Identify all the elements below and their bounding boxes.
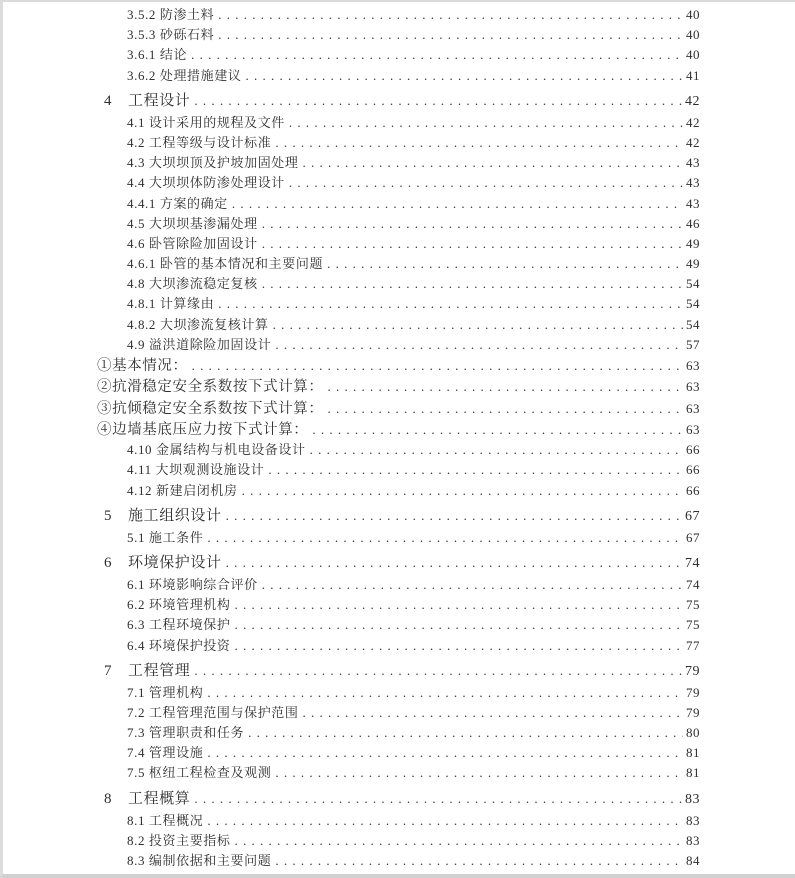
- toc-entry[interactable]: [97, 683, 700, 703]
- toc-entry-page: 79: [686, 704, 700, 720]
- toc-entry-label: 工程概算: [128, 790, 191, 807]
- toc-dot-leader: [268, 460, 683, 480]
- toc-entry[interactable]: [97, 743, 700, 763]
- toc-dot-leader: [235, 831, 684, 851]
- toc-dot-leader: [207, 743, 683, 763]
- toc-dot-leader: [328, 376, 684, 397]
- toc-entry-page: 81: [686, 745, 700, 761]
- toc-entry-page: 83: [686, 832, 700, 848]
- toc-dot-leader: [226, 503, 682, 528]
- toc-entry-page: 40: [686, 7, 700, 22]
- toc-entry-label: ④边墙基底压应力按下式计算：: [97, 421, 309, 438]
- toc-entry-number: 4: [104, 92, 112, 109]
- toc-list: [3, 2, 795, 874]
- toc-entry[interactable]: [97, 811, 700, 831]
- toc-dot-leader: [194, 786, 682, 811]
- toc-dot-leader: [191, 45, 683, 65]
- toc-entry-page: 80: [686, 725, 700, 741]
- toc-entry[interactable]: [97, 460, 700, 480]
- toc-entry-label: ③抗倾稳定安全系数按下式计算：: [97, 400, 324, 417]
- toc-entry-page: 66: [686, 462, 700, 478]
- toc-entry-label: 4.11 大坝观测设施设计: [127, 462, 265, 478]
- toc-entry[interactable]: [97, 254, 700, 274]
- toc-entry-page: 66: [686, 482, 700, 498]
- toc-dot-leader: [235, 615, 684, 635]
- toc-entry-label: 4.9 溢洪道除险加固设计: [127, 336, 272, 352]
- toc-entry-page: 74: [686, 576, 700, 592]
- toc-entry-label: 8.3 编制依据和主要问题: [127, 853, 272, 868]
- toc-entry-page: 79: [685, 663, 700, 679]
- toc-entry-page: 49: [686, 256, 700, 272]
- toc-dot-leader: [303, 703, 683, 723]
- toc-entry-page: 43: [686, 195, 700, 211]
- toc-entry-label: 4.8 大坝渗流稳定复核: [127, 276, 258, 292]
- toc-entry-page: 43: [686, 175, 700, 191]
- toc-entry-page: 63: [686, 358, 700, 373]
- toc-entry-label: 4.12 新建启闭机房: [127, 482, 238, 498]
- toc-entry-label: 8.1 工程概况: [127, 812, 204, 828]
- toc-entry-page: 43: [686, 155, 700, 171]
- toc-dot-leader: [275, 763, 683, 783]
- toc-entry[interactable]: [97, 595, 700, 615]
- toc-entry[interactable]: [97, 113, 700, 133]
- toc-entry-page: 46: [686, 215, 700, 231]
- toc-dot-leader: [248, 723, 683, 743]
- toc-entry-label: 7.5 枢纽工程检查及观测: [127, 765, 272, 781]
- toc-dot-leader: [218, 25, 683, 45]
- toc-dot-leader: [262, 214, 683, 234]
- toc-entry-page: 49: [686, 235, 700, 251]
- toc-entry-label: 4.3 大坝坝顶及护坡加固处理: [127, 155, 299, 171]
- toc-dot-leader: [303, 153, 683, 173]
- toc-entry[interactable]: [97, 703, 700, 723]
- toc-entry-page: 63: [686, 421, 700, 437]
- toc-entry[interactable]: [97, 851, 700, 871]
- toc-entry-page: 54: [686, 276, 700, 292]
- toc-entry-label: 环境保护设计: [128, 554, 222, 571]
- toc-entry[interactable]: [97, 5, 700, 25]
- toc-entry-page: 66: [686, 442, 700, 458]
- toc-entry[interactable]: [97, 550, 700, 575]
- toc-entry[interactable]: [97, 575, 700, 595]
- toc-entry[interactable]: [97, 398, 700, 419]
- toc-entry-page: 67: [686, 529, 700, 545]
- toc-entry-page: 83: [686, 812, 700, 828]
- toc-entry-label: 6.1 环境影响综合评价: [127, 576, 258, 592]
- toc-dot-leader: [235, 595, 684, 615]
- toc-entry-label: 7.2 工程管理范围与保护范围: [127, 704, 299, 720]
- toc-dot-leader: [328, 398, 684, 419]
- toc-entry[interactable]: [97, 315, 700, 335]
- toc-entry-label: 4.8.2 大坝渗流复核计算: [127, 316, 269, 332]
- toc-entry-label: 4.4.1 方案的确定: [127, 195, 228, 211]
- toc-entry-label: 6.3 工程环境保护: [127, 617, 231, 633]
- toc-entry[interactable]: [97, 173, 700, 193]
- toc-entry-page: 41: [686, 67, 700, 83]
- toc-entry-page: 42: [685, 93, 700, 109]
- toc-entry[interactable]: [97, 45, 700, 65]
- toc-entry[interactable]: [97, 419, 700, 440]
- toc-dot-leader: [226, 550, 682, 575]
- toc-entry-page: 75: [686, 597, 700, 613]
- toc-entry[interactable]: [97, 214, 700, 234]
- toc-entry-page: 42: [686, 114, 700, 130]
- toc-entry[interactable]: [97, 88, 700, 113]
- toc-entry[interactable]: [97, 376, 700, 397]
- toc-entry-label: 3.6.1 结论: [127, 47, 188, 63]
- toc-dot-leader: [242, 481, 683, 501]
- toc-entry-label: 4.6.1 卧管的基本情况和主要问题: [127, 256, 324, 272]
- toc-entry-label: ①基本情况：: [97, 358, 188, 374]
- toc-dot-leader: [192, 355, 683, 376]
- toc-entry[interactable]: [97, 503, 700, 528]
- toc-entry-page: 40: [686, 47, 700, 63]
- toc-dot-leader: [207, 683, 683, 703]
- toc-dot-leader: [194, 88, 682, 113]
- toc-dot-leader: [235, 636, 684, 656]
- toc-entry[interactable]: [97, 355, 700, 376]
- toc-dot-leader: [312, 419, 683, 440]
- toc-entry-label: 3.5.2 防渗土料: [127, 7, 215, 22]
- toc-entry-label: 4.10 金属结构与机电设备设计: [127, 442, 306, 458]
- toc-dot-leader: [273, 315, 683, 335]
- toc-entry-label: 6.2 环境管理机构: [127, 597, 231, 613]
- toc-entry[interactable]: [97, 66, 700, 86]
- toc-entry[interactable]: [97, 658, 700, 683]
- toc-entry-label: 4.1 设计采用的规程及文件: [127, 114, 285, 130]
- toc-entry-page: 42: [686, 134, 700, 150]
- toc-entry[interactable]: [97, 440, 700, 460]
- toc-entry-label: 4.8.1 计算缘由: [127, 296, 215, 312]
- toc-entry-page: 63: [686, 400, 700, 416]
- toc-entry-label: 4.2 工程等级与设计标准: [127, 134, 272, 150]
- toc-entry-label: 工程设计: [128, 92, 191, 109]
- toc-entry-label: 7.1 管理机构: [127, 684, 204, 700]
- toc-entry[interactable]: [97, 481, 700, 501]
- toc-entry[interactable]: [97, 274, 700, 294]
- toc-dot-leader: [262, 575, 683, 595]
- toc-dot-leader: [194, 658, 682, 683]
- toc-entry-page: 81: [686, 765, 700, 781]
- toc-entry-label: 8.2 投资主要指标: [127, 832, 231, 848]
- toc-dot-leader: [232, 194, 683, 214]
- toc-entry-page: 74: [685, 555, 700, 571]
- toc-entry[interactable]: [97, 25, 700, 45]
- toc-entry-label: 4.4 大坝坝体防渗处理设计: [127, 175, 285, 191]
- toc-entry-label: 工程管理: [128, 662, 191, 679]
- toc-entry-label: 6.4 环境保护投资: [127, 637, 231, 653]
- toc-entry-label: 4.6 卧管除险加固设计: [127, 235, 258, 251]
- toc-dot-leader: [245, 66, 683, 86]
- toc-entry-label: ②抗滑稳定安全系数按下式计算：: [97, 379, 324, 396]
- toc-entry-label: 4.5 大坝坝基渗漏处理: [127, 215, 258, 231]
- toc-dot-leader: [275, 335, 683, 355]
- toc-entry[interactable]: [97, 831, 700, 851]
- toc-dot-leader: [207, 811, 683, 831]
- toc-entry-page: 79: [686, 684, 700, 700]
- toc-entry[interactable]: [97, 234, 700, 254]
- toc-entry[interactable]: [97, 636, 700, 656]
- toc-dot-leader: [275, 133, 683, 153]
- toc-entry-page: 54: [686, 316, 700, 332]
- toc-dot-leader: [218, 5, 683, 25]
- toc-dot-leader: [327, 254, 683, 274]
- toc-entry-label: 7.3 管理职责和任务: [127, 725, 245, 741]
- toc-entry[interactable]: [97, 723, 700, 743]
- toc-entry-number: 5: [104, 507, 112, 524]
- toc-dot-leader: [207, 528, 683, 548]
- toc-entry[interactable]: [97, 528, 700, 548]
- toc-entry-label: 5.1 施工条件: [127, 529, 204, 545]
- toc-entry-page: 77: [686, 637, 700, 653]
- toc-entry-page: 54: [686, 296, 700, 312]
- toc-entry-page: 63: [686, 379, 700, 395]
- toc-entry-label: 3.6.2 处理措施建议: [127, 67, 242, 83]
- toc-dot-leader: [275, 851, 683, 871]
- toc-entry-number: 6: [104, 554, 112, 571]
- toc-entry-page: 75: [686, 617, 700, 633]
- toc-entry[interactable]: [97, 763, 700, 783]
- toc-entry[interactable]: [97, 335, 700, 355]
- toc-entry-page: 83: [685, 791, 700, 807]
- toc-entry-page: 84: [686, 853, 700, 868]
- toc-dot-leader: [218, 294, 683, 314]
- toc-entry[interactable]: [97, 294, 700, 314]
- toc-entry-label: 7.4 管理设施: [127, 745, 204, 761]
- toc-entry-page: 57: [686, 336, 700, 352]
- toc-entry-label: 3.5.3 砂砾石料: [127, 27, 215, 43]
- toc-entry-number: 7: [104, 662, 112, 679]
- toc-entry[interactable]: [97, 153, 700, 173]
- toc-dot-leader: [310, 440, 683, 460]
- toc-entry[interactable]: [97, 786, 700, 811]
- toc-entry[interactable]: [97, 133, 700, 153]
- toc-entry[interactable]: [97, 615, 700, 635]
- toc-entry-page: 67: [685, 508, 700, 524]
- toc-entry[interactable]: [97, 194, 700, 214]
- toc-dot-leader: [262, 274, 683, 294]
- toc-dot-leader: [289, 173, 683, 193]
- toc-entry-page: 40: [686, 27, 700, 43]
- toc-dot-leader: [262, 234, 683, 254]
- toc-entry-number: 8: [104, 790, 112, 807]
- toc-entry-label: 施工组织设计: [128, 507, 222, 524]
- toc-dot-leader: [289, 113, 683, 133]
